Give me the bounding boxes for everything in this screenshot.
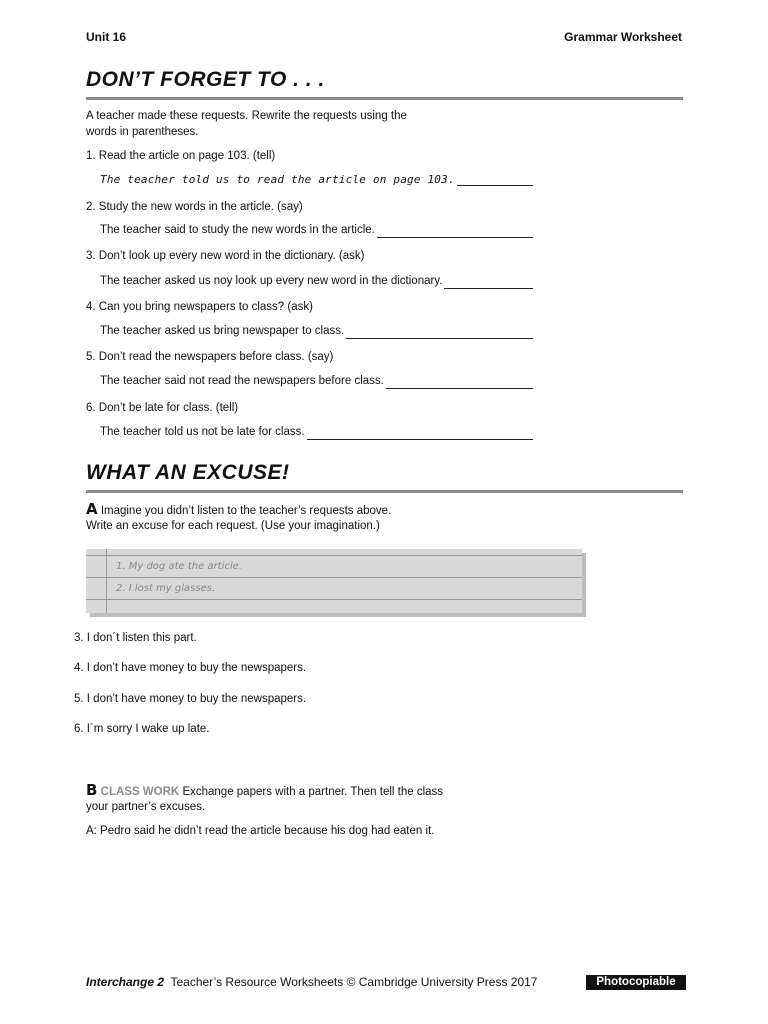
request-prompt: 6. Don’t be late for class. (tell) xyxy=(86,402,239,414)
part-b-instructions xyxy=(86,782,443,800)
part-a-instructions-line-2: Write an excuse for each request. (Use your imagination.) xyxy=(86,520,380,532)
part-a-instructions xyxy=(86,501,391,519)
excuse-answer[interactable]: 3. I don´t listen this part. xyxy=(74,632,197,644)
part-b-example: A: Pedro said he didn’t read the article because his dog had eaten it. xyxy=(86,825,435,837)
answer-underline xyxy=(377,226,533,238)
section-divider xyxy=(86,490,683,493)
answer-line[interactable] xyxy=(100,424,533,440)
answer-underline xyxy=(307,428,533,440)
box-margin-line xyxy=(106,549,107,613)
answer-line[interactable] xyxy=(100,173,533,186)
part-b-instructions-line-1: Exchange papers with a partner. Then tell the class xyxy=(182,786,444,798)
box-rule xyxy=(86,555,582,556)
answer-underline xyxy=(386,377,533,389)
request-prompt: 3. Don’t look up every new word in the dictionary. (ask) xyxy=(86,250,365,262)
photocopiable-badge: Photocopiable xyxy=(586,975,686,990)
answer-text: The teacher asked us bring newspaper to class. xyxy=(100,325,345,337)
answer-underline xyxy=(457,174,533,186)
request-prompt: 4. Can you bring newspapers to class? (ask) xyxy=(86,301,313,313)
answer-underline xyxy=(346,327,533,339)
class-work-label: CLASS WORK xyxy=(100,786,180,798)
section-title-dont-forget: DON’T FORGET TO . . . xyxy=(86,68,325,91)
example-excuse: 1. My dog ate the article. xyxy=(116,561,242,572)
answer-line[interactable] xyxy=(100,222,533,238)
excuse-answer[interactable]: 4. I don’t have money to buy the newspapers. xyxy=(74,662,307,674)
answer-line[interactable] xyxy=(100,273,533,289)
request-prompt: 2. Study the new words in the article. (say) xyxy=(86,201,303,213)
request-prompt: 5. Don’t read the newspapers before class. (say) xyxy=(86,351,334,363)
answer-underline xyxy=(444,277,533,289)
answer-line[interactable] xyxy=(100,373,533,389)
part-a-letter: A xyxy=(86,500,98,518)
part-b-letter: B xyxy=(86,781,98,799)
book-title: Interchange 2 xyxy=(86,975,165,989)
part-b-instructions-line-2: your partner’s excuses. xyxy=(86,801,206,813)
excuse-answer[interactable]: 5. I don’t have money to buy the newspapers. xyxy=(74,693,307,705)
copyright-text: Teacher’s Resource Worksheets © Cambridge University Press 2017 xyxy=(170,975,538,989)
answer-text: The teacher told us to read the article on page 103. xyxy=(100,173,455,186)
request-prompt: 1. Read the article on page 103. (tell) xyxy=(86,150,276,162)
answer-text: The teacher asked us noy look up every new word in the dictionary. xyxy=(100,275,443,287)
answer-text: The teacher said to study the new words in the article. xyxy=(100,224,375,236)
part-a-instructions-line-1: Imagine you didn’t listen to the teacher’s requests above. xyxy=(100,505,392,517)
answer-text: The teacher said not read the newspapers before class. xyxy=(100,375,384,387)
answer-text: The teacher told us not be late for class. xyxy=(100,426,305,438)
instructions-line-2: words in parentheses. xyxy=(86,126,199,138)
section-title-what-an-excuse: WHAT AN EXCUSE! xyxy=(86,461,290,484)
answer-line[interactable] xyxy=(100,323,533,339)
footer-credit xyxy=(86,975,537,989)
example-box xyxy=(86,549,582,613)
example-excuse: 2. I lost my glasses. xyxy=(116,583,216,594)
excuse-answer[interactable]: 6. I´m sorry I wake up late. xyxy=(74,723,210,735)
unit-label: Unit 16 xyxy=(86,30,127,44)
box-rule xyxy=(86,577,582,578)
instructions-line-1: A teacher made these requests. Rewrite the requests using the xyxy=(86,110,407,122)
section-divider xyxy=(86,97,683,100)
worksheet-label: Grammar Worksheet xyxy=(564,30,682,44)
box-rule xyxy=(86,599,582,600)
